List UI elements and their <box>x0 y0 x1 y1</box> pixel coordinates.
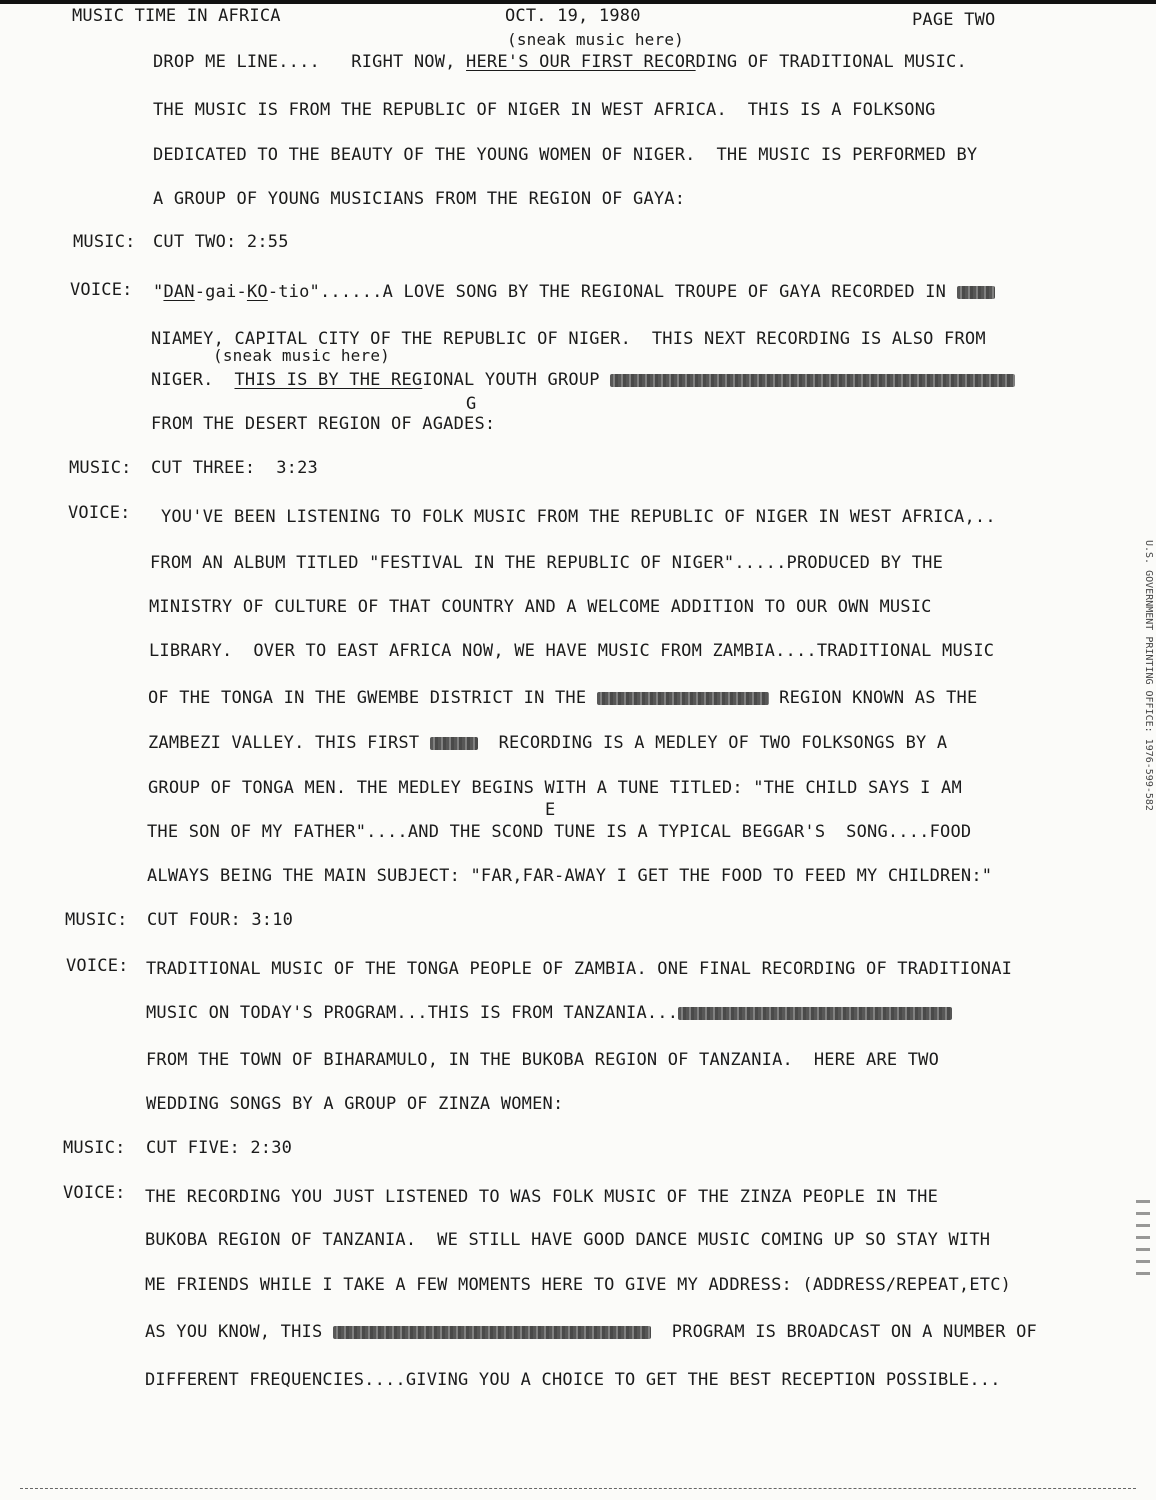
voice-cue-label: VOICE: <box>68 503 131 523</box>
handwritten-e-insert: E <box>545 800 556 820</box>
redaction-mark <box>597 692 769 705</box>
music-cue-label: MUSIC: <box>69 458 132 478</box>
sneak-music-note: (sneak music here) <box>213 346 390 365</box>
music-cue-text: CUT FOUR: 3:10 <box>147 910 294 930</box>
music-cue-label: MUSIC: <box>73 232 136 252</box>
voice3-line4: WEDDING SONGS BY A GROUP OF ZINZA WOMEN: <box>146 1094 564 1114</box>
music-cue-label: MUSIC: <box>65 910 128 930</box>
voice4-line5: DIFFERENT FREQUENCIES....GIVING YOU A CHOICE TO GET THE BEST RECEPTION POSSIBLE... <box>145 1370 1001 1390</box>
program-title: MUSIC TIME IN AFRICA <box>72 6 281 26</box>
voice4-line2: BUKOBA REGION OF TANZANIA. WE STILL HAVE GOOD DANCE MUSIC COMING UP SO STAY WITH <box>145 1230 991 1250</box>
voice2-line1: YOU'VE BEEN LISTENING TO FOLK MUSIC FROM THE REPUBLIC OF NIGER IN WEST AFRICA,.. <box>161 507 996 527</box>
voice2-line2: FROM AN ALBUM TITLED "FESTIVAL IN THE REPUBLIC OF NIGER".....PRODUCED BY THE <box>150 553 944 573</box>
para1-line2: THE MUSIC IS FROM THE REPUBLIC OF NIGER IN WEST AFRICA. THIS IS A FOLKSONG <box>153 100 936 120</box>
voice4-line1: THE RECORDING YOU JUST LISTENED TO WAS FOLK MUSIC OF THE ZINZA PEOPLE IN THE <box>145 1187 939 1207</box>
page-top-edge <box>0 0 1156 4</box>
music-cue-text: CUT FIVE: 2:30 <box>146 1138 293 1158</box>
side-margin-imprint: U.S. GOVERNMENT PRINTING OFFICE: 1976-599-582 <box>1143 540 1154 811</box>
broadcast-date: OCT. 19, 1980 <box>505 6 641 26</box>
sneak-music-note: (sneak music here) <box>507 30 684 49</box>
redaction-mark <box>333 1326 651 1339</box>
music-cue-text: CUT THREE: 3:23 <box>151 458 318 478</box>
voice3-line3: FROM THE TOWN OF BIHARAMULO, IN THE BUKOBA REGION OF TANZANIA. HERE ARE TWO <box>146 1050 940 1070</box>
voice1-line1: "DAN-gai-KO-tio"......A LOVE SONG BY THE REGIONAL TROUPE OF GAYA RECORDED IN <box>153 282 995 302</box>
voice-cue-label: VOICE: <box>70 280 133 300</box>
voice2-line6: ZAMBEZI VALLEY. THIS FIRST RECORDING IS A MEDLEY OF TWO FOLKSONGS BY A <box>148 733 948 753</box>
voice2-line3: MINISTRY OF CULTURE OF THAT COUNTRY AND A WELCOME ADDITION TO OUR OWN MUSIC <box>149 597 932 617</box>
voice1-line3: NIGER. THIS IS BY THE REGIONAL YOUTH GROUP <box>151 370 1015 390</box>
voice2-line5: OF THE TONGA IN THE GWEMBE DISTRICT IN THE REGION KNOWN AS THE <box>148 688 978 708</box>
voice4-line4: AS YOU KNOW, THIS PROGRAM IS BROADCAST ON A NUMBER OF <box>145 1322 1037 1342</box>
bottom-rule <box>20 1488 1136 1490</box>
redaction-mark <box>610 374 1015 387</box>
voice3-line1: TRADITIONAL MUSIC OF THE TONGA PEOPLE OF ZAMBIA. ONE FINAL RECORDING OF TRADITIONAI <box>146 959 1013 979</box>
para1-line3: DEDICATED TO THE BEAUTY OF THE YOUNG WOMEN OF NIGER. THE MUSIC IS PERFORMED BY <box>153 145 978 165</box>
page-label: PAGE TWO <box>912 10 996 30</box>
voice2-line7: GROUP OF TONGA MEN. THE MEDLEY BEGINS WITH A TUNE TITLED: "THE CHILD SAYS I AM <box>148 778 962 798</box>
margin-marks <box>1136 1200 1150 1280</box>
para1-line4: A GROUP OF YOUNG MUSICIANS FROM THE REGION OF GAYA: <box>153 189 686 209</box>
voice2-line8: THE SON OF MY FATHER"....AND THE SCOND TUNE IS A TYPICAL BEGGAR'S SONG....FOOD <box>147 822 972 842</box>
voice-cue-label: VOICE: <box>66 956 129 976</box>
voice2-line9: ALWAYS BEING THE MAIN SUBJECT: "FAR,FAR-AWAY I GET THE FOOD TO FEED MY CHILDREN:" <box>147 866 993 886</box>
voice1-line4: FROM THE DESERT REGION OF AGADES: <box>151 414 496 434</box>
para1-line1: DROP ME LINE.... RIGHT NOW, HERE'S OUR FIRST RECORDING OF TRADITIONAL MUSIC. <box>153 52 967 72</box>
music-cue-text: CUT TWO: 2:55 <box>153 232 289 252</box>
voice2-line4: LIBRARY. OVER TO EAST AFRICA NOW, WE HAVE MUSIC FROM ZAMBIA....TRADITIONAL MUSIC <box>149 641 995 661</box>
redaction-mark <box>957 286 995 299</box>
voice1-line2: NIAMEY, CAPITAL CITY OF THE REPUBLIC OF NIGER. THIS NEXT RECORDING IS ALSO FROM <box>151 329 986 349</box>
redaction-mark <box>678 1007 952 1020</box>
voice4-line3: ME FRIENDS WHILE I TAKE A FEW MOMENTS HERE TO GIVE MY ADDRESS: (ADDRESS/REPEAT,ETC) <box>145 1275 1012 1295</box>
redaction-mark <box>430 737 478 750</box>
voice3-line2: MUSIC ON TODAY'S PROGRAM...THIS IS FROM TANZANIA... <box>146 1003 952 1023</box>
handwritten-g-insert: G <box>466 394 477 414</box>
voice-cue-label: VOICE: <box>63 1183 126 1203</box>
music-cue-label: MUSIC: <box>63 1138 126 1158</box>
